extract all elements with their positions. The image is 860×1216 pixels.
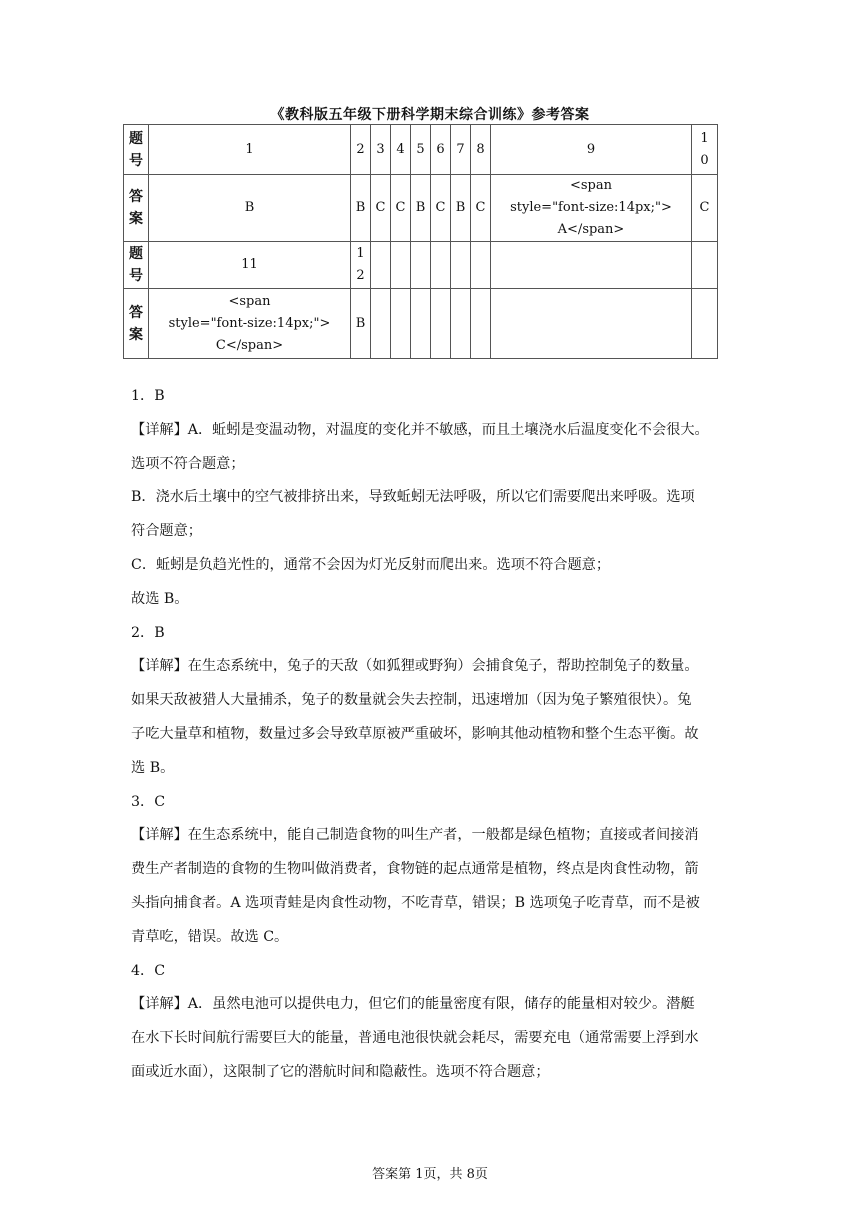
text-line: 【详解】在生态系统中，兔子的天敌（如狐狸或野狗）会捕食兔子，帮助控制兔子的数量。 [131,658,699,675]
cell-char: 2 [356,268,365,283]
document-title: 《教科版五年级下册科学期末综合训练》参考答案 [270,107,590,123]
table-cell [391,289,411,359]
table-cell [371,242,391,289]
text-line: 如果天敌被猎人大量捕杀，兔子的数量就会失去控制，迅速增加（因为兔子繁殖很快）。兔 [131,692,692,709]
cell-char: 1 [356,246,365,261]
label-char: 号 [129,268,143,284]
text-line: 在水下长时间航行需要巨大的能量，普通电池很快就会耗尽，需要充电（通常需要上浮到水 [131,1030,699,1047]
table-cell [491,289,692,359]
cell-line: <span [228,293,271,309]
table-cell [371,289,391,359]
table-cell: C [371,175,391,242]
table-cell [491,242,692,289]
cell-char: 0 [700,152,709,168]
row-label [124,175,149,242]
table-cell: B [411,175,431,242]
table-cell: 3 [371,125,391,175]
table-cell [692,289,718,359]
label-char: 号 [129,152,143,169]
table-cell [451,242,471,289]
table-cell [149,289,351,359]
text-line: 3．C [131,793,166,810]
label-char: 案 [129,211,143,227]
table-cell [411,289,431,359]
answer-explanations [131,380,743,1090]
table-cell: C [391,175,411,242]
table-cell [451,289,471,359]
text-line: 费生产者制造的食物的生物叫做消费者，食物链的起点通常是植物，终点是肉食性动物，箭 [131,861,699,878]
table-row [124,125,718,175]
cell-line: <span [569,178,612,193]
row-label [124,289,149,359]
table-row [124,242,718,289]
table-cell [471,289,491,359]
text-line: 【详解】A．蚯蚓是变温动物，对温度的变化并不敏感，而且土壤浇水后温度变化不会很大。 [131,421,709,438]
text-line: 面或近水面），这限制了它的潜航时间和隐蔽性。选项不符合题意； [131,1063,550,1080]
text-line: 头指向捕食者。A 选项青蛙是肉食性动物，不吃青草，错误；B 选项兔子吃青草，而不是被 [131,894,700,911]
table-cell [491,175,692,242]
label-char: 答 [129,189,143,205]
text-line: 2．B [131,624,165,641]
cell-line: C</span> [215,337,284,353]
table-cell: 2 [351,125,371,175]
table-cell [391,242,411,289]
label-char: 案 [129,326,143,343]
table-cell [692,125,718,175]
cell-line: style="font-size:14px;"> [510,200,672,215]
table-cell [431,242,451,289]
table-cell: B [351,289,371,359]
row-label [124,242,149,289]
row-label [124,125,149,175]
table-cell: B [351,175,371,242]
table-row [124,175,718,242]
table-cell: B [149,175,351,242]
text-line: 青草吃，错误。故选 C。 [131,928,289,945]
table-cell: C [692,175,718,242]
table-cell: 9 [491,125,692,175]
text-line: C．蚯蚓是负趋光性的，通常不会因为灯光反射而爬出来。选项不符合题意； [131,556,611,573]
table-cell [431,289,451,359]
table-cell: 4 [391,125,411,175]
table-cell [351,242,371,289]
label-char: 题 [129,130,143,147]
page-footer: 答案第 1页，共 8页 [372,1167,488,1182]
table-row [124,289,718,359]
table-cell: 8 [471,125,491,175]
text-line: 子吃大量草和植物，数量过多会导致草原被严重破坏，影响其他动植物和整个生态平衡。故 [131,725,699,742]
cell-line: A</span> [557,222,625,237]
text-line: 【详解】在生态系统中，能自己制造食物的叫生产者，一般都是绿色植物；直接或者间接消 [131,827,699,844]
table-cell: 6 [431,125,451,175]
table-cell: 5 [411,125,431,175]
table-cell: C [431,175,451,242]
text-line: 选项不符合题意； [131,455,245,472]
text-line: 【详解】A．虽然电池可以提供电力，但它们的能量密度有限，储存的能量相对较少。潜艇 [131,996,695,1013]
cell-line: style="font-size:14px;"> [168,315,331,331]
cell-char: 1 [700,130,709,146]
table-cell: C [471,175,491,242]
table-cell: B [451,175,471,242]
table-cell [471,242,491,289]
text-line: 1．B [131,388,165,404]
label-char: 答 [129,304,143,321]
answer-table [123,124,718,359]
text-line: 4．C [131,962,166,979]
table-cell: 11 [149,242,351,289]
text-line: 选 B。 [131,759,175,776]
text-line: 故选 B。 [131,590,189,607]
table-cell: 7 [451,125,471,175]
table-cell [411,242,431,289]
table-cell: 1 [149,125,351,175]
table-cell [692,242,718,289]
label-char: 题 [129,246,143,262]
text-line: B．浇水后土壤中的空气被排挤出来，导致蚯蚓无法呼吸，所以它们需要爬出来呼吸。选项 [131,489,695,506]
text-line: 符合题意； [131,523,202,540]
